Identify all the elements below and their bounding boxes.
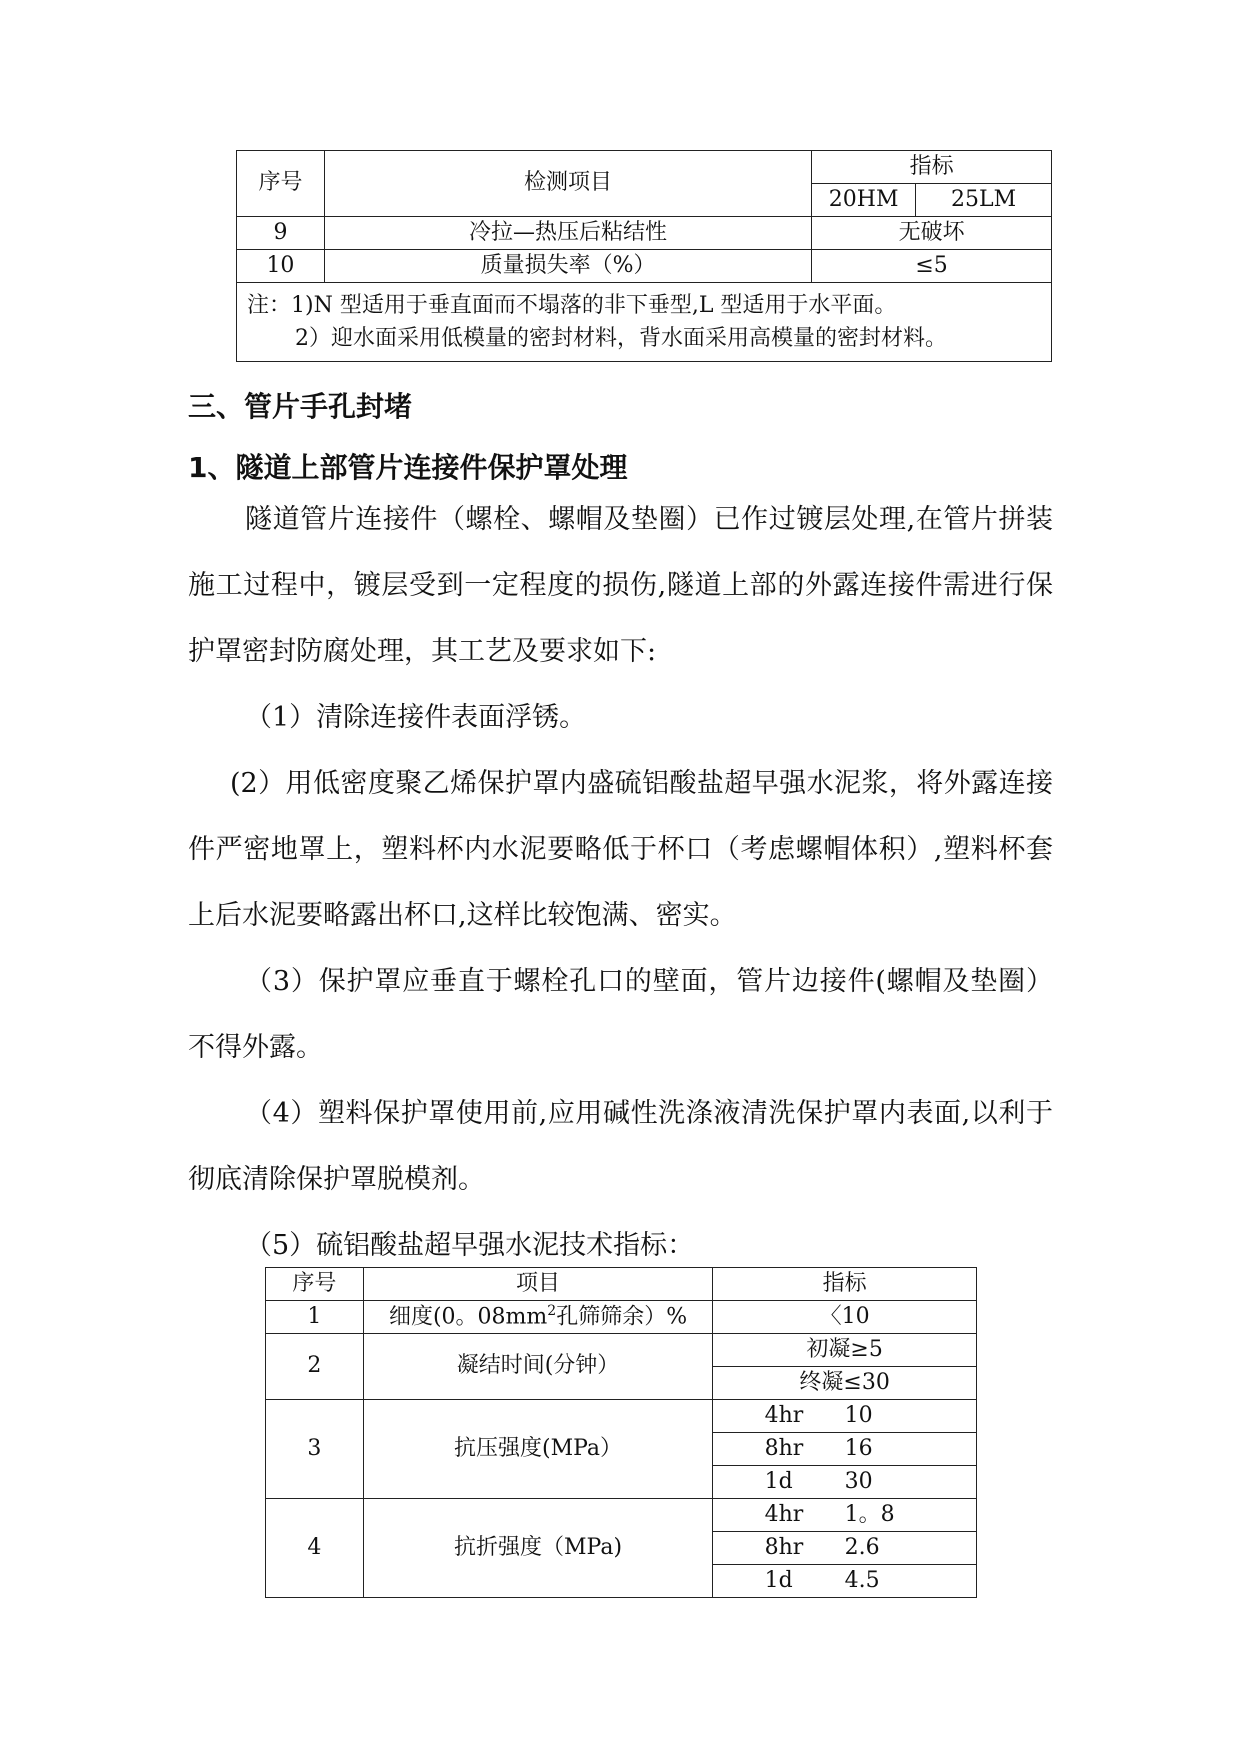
- header-item: 检测项目: [324, 151, 811, 217]
- fineness-label: 细度(0。08mm: [388, 1304, 548, 1330]
- paragraph-step-2: (2）用低密度聚乙烯保护罩内盛硫铝酸盐超早强水泥浆，将外露连接件严密地罩上，塑料杯内水泥要略低于杯口（考虑螺帽体积）,塑料杯套上后水泥要略露出杯口,这样比较饱满、密实。: [188, 768, 1053, 931]
- row-no: 3: [266, 1400, 364, 1499]
- paragraph-step-5: （5）硫铝酸盐超早强水泥技术指标：: [245, 1230, 695, 1261]
- note-line-2: 2）迎水面采用低模量的密封材料，背水面采用高模量的密封材料。: [295, 326, 947, 351]
- strength: 10: [844, 1402, 873, 1428]
- age: 8hr: [764, 1435, 804, 1461]
- table-row: [266, 1400, 977, 1433]
- superscript-2: 2: [547, 1303, 557, 1320]
- paragraph-intro: 隧道管片连接件（螺栓、螺帽及垫圈）已作过镀层处理,在管片拼装施工过程中，镀层受到一定程度的损伤,隧道上部的外露连接件需进行保护罩密封防腐处理，其工艺及要求如下:: [188, 504, 1053, 667]
- row-value: [713, 1565, 977, 1598]
- row-value: [713, 1532, 977, 1565]
- strength: 16: [844, 1435, 873, 1461]
- note-line-1: 注：1)N 型适用于垂直面而不塌落的非下垂型,L 型适用于水平面。: [247, 293, 897, 318]
- header-no: 序号: [237, 151, 325, 217]
- paragraph-step-3: （3）保护罩应垂直于螺栓孔口的壁面，管片边接件(螺帽及垫圈）不得外露。: [188, 966, 1053, 1063]
- strength: 30: [844, 1468, 873, 1494]
- table-row: [266, 1499, 977, 1532]
- row-no: 9: [237, 217, 325, 250]
- age: 1d: [764, 1567, 793, 1593]
- strength: 2.6: [844, 1534, 880, 1560]
- header-index: 指标: [812, 151, 1052, 184]
- table-row: [237, 250, 1052, 283]
- age: 8hr: [764, 1534, 804, 1560]
- age: 1d: [764, 1468, 793, 1494]
- row-item: 冷拉—热压后粘结性: [324, 217, 811, 250]
- row-item: 抗折强度（MPa): [363, 1499, 712, 1598]
- row-value: [713, 1400, 977, 1433]
- row-value: 终凝≤30: [713, 1367, 977, 1400]
- row-value: [713, 1433, 977, 1466]
- strength: 4.5: [844, 1567, 880, 1593]
- cement-spec-table: [265, 1267, 977, 1598]
- header-25lm: 25LM: [916, 184, 1052, 217]
- table-row: [237, 217, 1052, 250]
- row-value: ≤5: [812, 250, 1052, 283]
- row-no: 4: [266, 1499, 364, 1598]
- row-value: 无破坏: [812, 217, 1052, 250]
- row-item: 质量损失率（%）: [324, 250, 811, 283]
- age: 4hr: [764, 1402, 804, 1428]
- table-note: [237, 283, 1052, 362]
- header-item: 项目: [363, 1268, 712, 1301]
- table-row: [266, 1334, 977, 1367]
- row-no: 2: [266, 1334, 364, 1400]
- row-value: [713, 1499, 977, 1532]
- row-value: 〈10: [713, 1301, 977, 1334]
- subsection-heading: 1、隧道上部管片连接件保护罩处理: [188, 451, 628, 484]
- paragraph-step-1: （1）清除连接件表面浮锈。: [245, 702, 587, 733]
- fineness-label-tail: 孔筛筛余）%: [556, 1304, 688, 1330]
- row-value: 初凝≥5: [713, 1334, 977, 1367]
- row-no: 10: [237, 250, 325, 283]
- row-no: 1: [266, 1301, 364, 1334]
- header-no: 序号: [266, 1268, 364, 1301]
- header-index: 指标: [713, 1268, 977, 1301]
- row-value: [713, 1466, 977, 1499]
- table-row: [266, 1301, 977, 1334]
- row-item: [363, 1301, 712, 1334]
- strength: 1。8: [844, 1501, 895, 1527]
- row-item: 抗压强度(MPa）: [363, 1400, 712, 1499]
- header-20hm: 20HM: [812, 184, 916, 217]
- age: 4hr: [764, 1501, 804, 1527]
- sealant-spec-table: [236, 150, 1052, 362]
- section-heading: 三、管片手孔封堵: [188, 390, 413, 423]
- paragraph-step-4: （4）塑料保护罩使用前,应用碱性洗涤液清洗保护罩内表面,以利于彻底清除保护罩脱模剂。: [188, 1098, 1053, 1195]
- row-item: 凝结时间(分钟）: [363, 1334, 712, 1400]
